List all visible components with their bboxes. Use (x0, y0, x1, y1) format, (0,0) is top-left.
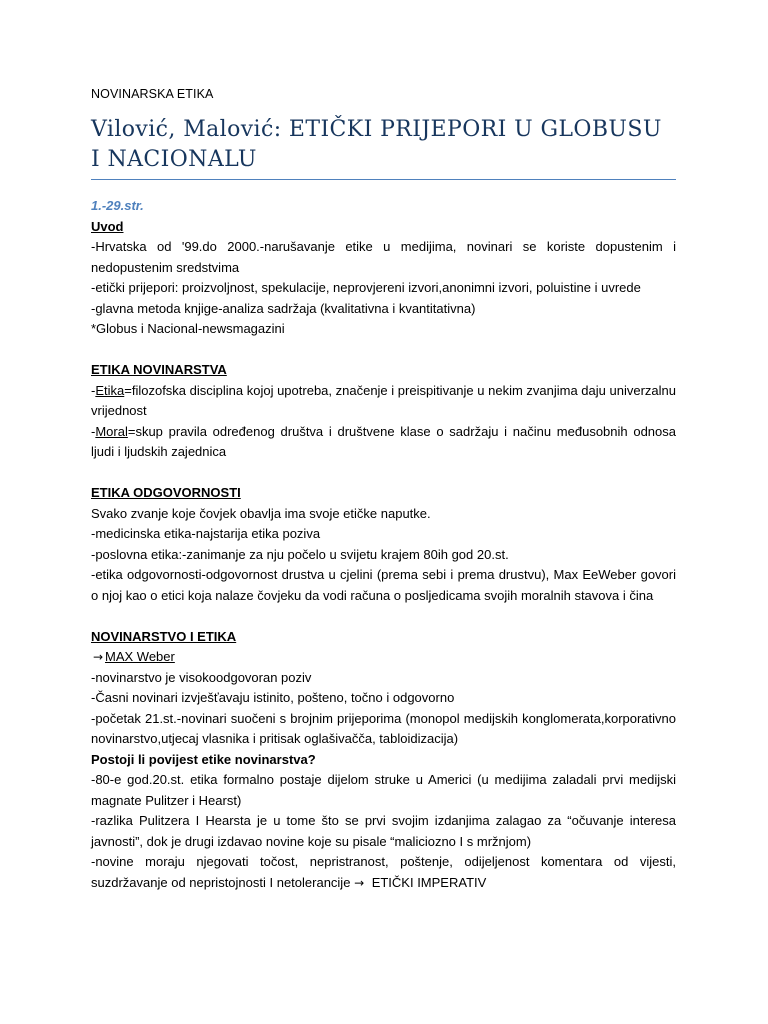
uvod-paragraph-3: -glavna metoda knjige-analiza sadržaja (kvalitativna i kvantitativna) (91, 300, 476, 316)
max-weber-line (91, 647, 676, 668)
section-heading-etika-odgovornosti: ETIKA ODGOVORNOSTI (91, 485, 241, 500)
novinarstvo-paragraph-2: -Časni novinari izvješťavaju istinito, pošteno, točno i odgovorno (91, 690, 455, 705)
arrow-right-icon: → (354, 875, 365, 890)
document-body (91, 196, 676, 893)
odgovornosti-paragraph-2: -medicinska etika-najstarija etika poziva (91, 526, 321, 541)
etika-prefix: - (91, 382, 96, 398)
etika-text: =filozofska disciplina kojoj upotreba, značenje i preispitivanje u nekim zvanjima daju univerzalnu vrijednost (91, 382, 676, 418)
novinarstvo-paragraph-1: -novinarstvo je visokoodgovoran poziv (91, 669, 312, 685)
novinarstvo-paragraph-6 (91, 852, 676, 893)
uvod-paragraph-2: -etički prijepori: proizvoljnost, spekulacije, neprovjereni izvori,anonimni izvori, poluistine i uvrede (91, 280, 641, 295)
uvod-paragraph-4: *Globus i Nacional-newsmagazini (91, 321, 285, 336)
odgovornosti-paragraph-3: -poslovna etika:-zanimanje za nju počelo u svijetu krajem 80ih god 20.st. (91, 546, 509, 562)
title-underline (91, 179, 676, 180)
history-question: Postoji li povijest etike novinarstva? (91, 751, 316, 767)
document-title: Vilović, Malović: ETIČKI PRIJEPORI U GLOBUSU I NACIONALU (91, 117, 662, 172)
section-heading-etika-novinarstva: ETIKA NOVINARSTVA (91, 362, 227, 377)
novinarstvo-paragraph-4: -80-e god.20.st. etika formalno postaje dijelom struke u Americi (u medijima zaladali prvi medijski magnate Pulitzer i Hearst) (91, 772, 676, 808)
moral-text: =skup pravila određenog društva i društvene klase o sadržaju i načinu međusobnih odnosa ljudi i ljudskih zajednica (91, 423, 676, 459)
novinarstvo-paragraph-3: -početak 21.st.-novinari suočeni s brojnim prijeporima (monopol medijskih konglomerata,korporativno novinarstvo,utjecaj vlasnika i pritisak oglašivačča, tabloidizacija) (91, 710, 676, 746)
moral-definition (91, 422, 676, 463)
arrow-right-icon: → (92, 650, 104, 664)
moral-term: Moral (95, 423, 128, 439)
section-spacer (91, 340, 676, 361)
uvod-paragraph-1: -Hrvatska od '99.do 2000.-narušavanje etike u medijima, novinari se koriste dopustenim i nedopustenim sredstvima (91, 239, 676, 275)
page-range-label: 1.-29.str. (91, 198, 144, 213)
section-spacer (91, 606, 676, 627)
odgovornosti-paragraph-4: -etika odgovornosti-odgovornost drustva u cjelini (prema sebi i prema drustvu), Max EeWeber govori o njoj kao o etici koja nalaze čovjeku da vodi računa o posljedicama svojih moralnih stavova i čina (91, 567, 676, 603)
etika-term: Etika (95, 382, 125, 398)
novinarstvo-paragraph-5: -razlika Pulitzera I Hearsta je u tome što se prvi svojim izdanjima zalagao za “očuvanje interesa javnosti”, dok je drugi izdavao novine koje su pisale “maliciozno I s mržnjom) (91, 813, 676, 849)
etika-definition (91, 381, 676, 422)
max-weber-link-text: MAX Weber (105, 649, 175, 664)
moral-prefix: - (91, 423, 96, 439)
eticki-imperativ-text: ETIČKI IMPERATIV (371, 874, 487, 890)
section-spacer (91, 463, 676, 484)
novinarstvo-paragraph-6-text: -novine moraju njegovati točost, nepristranost, poštenje, odijeljenost komentara od vijesti, suzdržavanje od nepristojnosti I netolerancije (91, 854, 676, 890)
document-header: NOVINARSKA ETIKA (91, 87, 214, 101)
odgovornosti-paragraph-1: Svako zvanje koje čovjek obavlja ima svoje etičke naputke. (91, 505, 431, 521)
section-heading-uvod: Uvod (91, 218, 124, 234)
section-heading-novinarstvo-i-etika: NOVINARSTVO I ETIKA (91, 628, 237, 644)
